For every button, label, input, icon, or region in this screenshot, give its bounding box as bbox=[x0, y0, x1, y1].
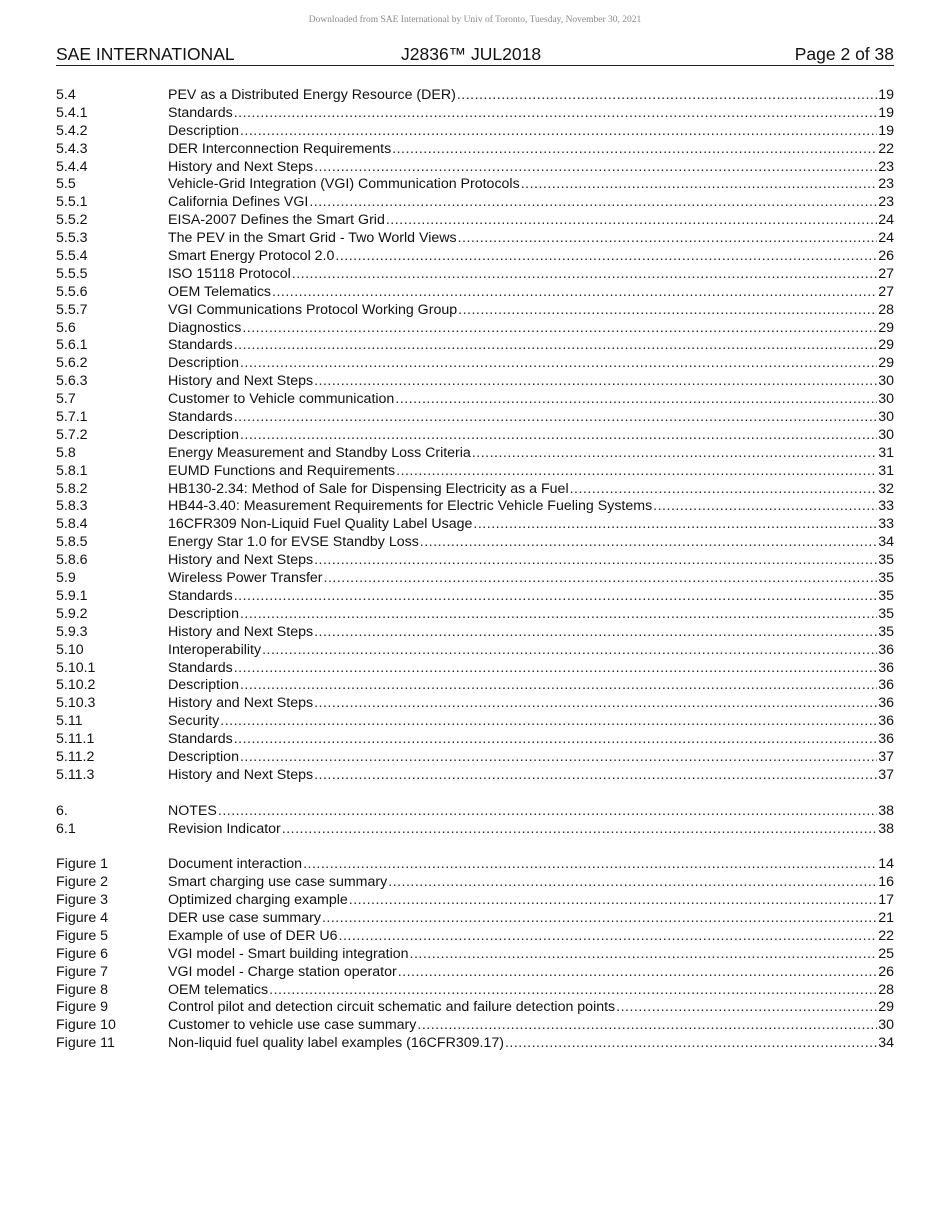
toc-entry-page: 24 bbox=[878, 230, 894, 247]
toc-entry-page: 29 bbox=[878, 337, 894, 354]
toc-entry-title: DER Interconnection Requirements bbox=[168, 140, 392, 157]
toc-entry-number: 5.8.2 bbox=[56, 480, 88, 497]
toc-entry-title: Standards bbox=[168, 659, 233, 676]
toc-dot-leader bbox=[314, 767, 877, 785]
toc-dot-leader bbox=[314, 159, 877, 177]
toc-entry-page: 30 bbox=[878, 426, 894, 443]
toc-dot-leader bbox=[570, 481, 877, 499]
toc-dot-leader bbox=[322, 910, 877, 928]
toc-entry-number: 5.9.2 bbox=[56, 605, 88, 622]
toc-entry-page: 31 bbox=[878, 444, 894, 461]
toc-dot-leader bbox=[521, 176, 877, 194]
toc-entry-number: 5.5.4 bbox=[56, 248, 88, 265]
toc-dot-leader bbox=[457, 87, 877, 105]
toc-entry[interactable] bbox=[56, 230, 894, 248]
toc-entry[interactable] bbox=[56, 588, 894, 606]
toc-dot-leader bbox=[420, 534, 877, 552]
toc-entry-page: 27 bbox=[878, 265, 894, 282]
toc-dot-leader bbox=[234, 105, 877, 123]
toc-entry-title: Standards bbox=[168, 337, 233, 354]
toc-dot-leader bbox=[324, 570, 877, 588]
toc-entry-title: History and Next Steps bbox=[168, 552, 314, 569]
toc-entry-page: 25 bbox=[878, 945, 894, 962]
toc-entry-title: Interoperability bbox=[168, 641, 262, 658]
toc-entry-page: 35 bbox=[878, 552, 894, 569]
toc-entry-page: 17 bbox=[878, 892, 894, 909]
toc-entry-page: 19 bbox=[878, 122, 894, 139]
toc-entry-page: 36 bbox=[878, 641, 894, 658]
toc-entry-number: Figure 1 bbox=[56, 856, 109, 873]
toc-entry[interactable] bbox=[56, 105, 894, 123]
toc-entry-number: 5.8.4 bbox=[56, 516, 88, 533]
toc-dot-leader bbox=[339, 928, 877, 946]
toc-entry[interactable] bbox=[56, 320, 894, 338]
toc-section bbox=[56, 87, 894, 785]
toc-entry[interactable] bbox=[56, 964, 894, 982]
toc-entry[interactable] bbox=[56, 695, 894, 713]
toc-entry[interactable] bbox=[56, 928, 894, 946]
toc-dot-leader bbox=[349, 892, 877, 910]
toc-entry[interactable] bbox=[56, 176, 894, 194]
toc-dot-leader bbox=[314, 624, 877, 642]
toc-entry-page: 37 bbox=[878, 748, 894, 765]
toc-entry-number: Figure 10 bbox=[56, 1017, 116, 1034]
toc-dot-leader bbox=[240, 123, 877, 141]
toc-entry-page: 28 bbox=[878, 301, 894, 318]
toc-entry-number: 5.4.1 bbox=[56, 104, 88, 121]
toc-entry-title: Diagnostics bbox=[168, 319, 242, 336]
toc-entry-number: 5.5.6 bbox=[56, 283, 88, 300]
toc-entry-number: 5.6.2 bbox=[56, 355, 88, 372]
toc-dot-leader bbox=[392, 141, 877, 159]
toc-entry-title: Standards bbox=[168, 409, 233, 426]
toc-entry-title: Standards bbox=[168, 104, 233, 121]
toc-dot-leader bbox=[234, 337, 877, 355]
toc-entry-number: 5.5 bbox=[56, 176, 76, 193]
toc-entry-number: 5.10 bbox=[56, 641, 84, 658]
toc-entry-number: 5.4.2 bbox=[56, 122, 88, 139]
toc-entry-number: 5.5.7 bbox=[56, 301, 88, 318]
toc-entry-page: 36 bbox=[878, 659, 894, 676]
toc-entry-number: 5.6.3 bbox=[56, 373, 88, 390]
toc-entry[interactable] bbox=[56, 570, 894, 588]
toc-entry-number: 5.7.1 bbox=[56, 409, 88, 426]
toc-entry-page: 28 bbox=[878, 981, 894, 998]
toc-entry-title: Standards bbox=[168, 587, 233, 604]
toc-dot-leader bbox=[234, 588, 877, 606]
toc-entry-page: 23 bbox=[878, 194, 894, 211]
page-header bbox=[56, 44, 894, 66]
toc-entry[interactable] bbox=[56, 642, 894, 660]
toc-dot-leader bbox=[473, 516, 877, 534]
toc-entry[interactable] bbox=[56, 660, 894, 678]
toc-entry-title: Example of use of DER U6 bbox=[168, 927, 338, 944]
toc-entry-title: Optimized charging example bbox=[168, 892, 348, 909]
download-watermark: Downloaded from SAE International by Univ of Toronto, Tuesday, November 30, 2021 bbox=[308, 15, 642, 25]
toc-entry-title: Smart charging use case summary bbox=[168, 874, 388, 891]
toc-entry-page: 36 bbox=[878, 677, 894, 694]
toc-entry[interactable] bbox=[56, 355, 894, 373]
toc-entry-title: HB130-2.34: Method of Sale for Dispensing Electricity as a Fuel bbox=[168, 480, 569, 497]
toc-entry-title: EUMD Functions and Requirements bbox=[168, 462, 396, 479]
toc-entry-number: 5.8 bbox=[56, 444, 76, 461]
toc-entry-title: Customer to Vehicle communication bbox=[168, 391, 395, 408]
toc-entry-title: NOTES bbox=[168, 802, 217, 819]
toc-entry-page: 29 bbox=[878, 355, 894, 372]
toc-entry-page: 38 bbox=[878, 802, 894, 819]
toc-entry-page: 19 bbox=[878, 104, 894, 121]
toc-entry[interactable] bbox=[56, 892, 894, 910]
toc-entry-page: 19 bbox=[878, 87, 894, 103]
toc-entry-title: Description bbox=[168, 426, 239, 443]
toc-entry-number: 5.8.6 bbox=[56, 552, 88, 569]
toc-entry-number: 5.6 bbox=[56, 319, 76, 336]
toc-entry-page: 36 bbox=[878, 713, 894, 730]
toc-entry-number: 5.5.3 bbox=[56, 230, 88, 247]
toc-entry-number: 6. bbox=[56, 802, 68, 819]
toc-entry[interactable] bbox=[56, 946, 894, 964]
toc-entry-number: 5.9.3 bbox=[56, 623, 88, 640]
toc-entry-title: Description bbox=[168, 122, 239, 139]
toc-entry-title: Energy Star 1.0 for EVSE Standby Loss bbox=[168, 534, 419, 551]
toc-entry-title: Wireless Power Transfer bbox=[168, 570, 323, 587]
toc-entry[interactable] bbox=[56, 821, 894, 839]
toc-dot-leader bbox=[386, 212, 877, 230]
toc-dot-leader bbox=[240, 606, 877, 624]
toc-dot-leader bbox=[240, 677, 877, 695]
toc-entry-page: 34 bbox=[878, 534, 894, 551]
toc-entry-page: 29 bbox=[878, 999, 894, 1016]
toc-entry-page: 36 bbox=[878, 731, 894, 748]
toc-dot-leader bbox=[282, 821, 877, 839]
toc-entry-title: Description bbox=[168, 748, 239, 765]
toc-entry-page: 30 bbox=[878, 1017, 894, 1034]
toc-entry-page: 33 bbox=[878, 516, 894, 533]
toc-entry-title: Vehicle-Grid Integration (VGI) Communication Protocols bbox=[168, 176, 520, 193]
toc-dot-leader bbox=[240, 355, 877, 373]
toc-entry-title: History and Next Steps bbox=[168, 695, 314, 712]
toc-entry-number: 5.7.2 bbox=[56, 426, 88, 443]
toc-entry-number: 5.4 bbox=[56, 87, 76, 103]
toc-entry-title: PEV as a Distributed Energy Resource (DER) bbox=[168, 87, 456, 103]
toc-entry-page: 29 bbox=[878, 319, 894, 336]
toc-entry-number: 5.6.1 bbox=[56, 337, 88, 354]
toc-entry[interactable] bbox=[56, 999, 894, 1017]
toc-entry-number: 5.5.1 bbox=[56, 194, 88, 211]
toc-entry-number: Figure 8 bbox=[56, 981, 109, 998]
toc-entry-page: 36 bbox=[878, 695, 894, 712]
toc-dot-leader bbox=[234, 409, 877, 427]
toc-dot-leader bbox=[388, 874, 877, 892]
toc-entry-page: 30 bbox=[878, 373, 894, 390]
toc-entry-page: 26 bbox=[878, 248, 894, 265]
toc-entry-title: Revision Indicator bbox=[168, 820, 281, 837]
toc-entry-number: Figure 2 bbox=[56, 874, 109, 891]
toc-entry[interactable] bbox=[56, 123, 894, 141]
toc-dot-leader bbox=[234, 731, 877, 749]
toc-dot-leader bbox=[398, 964, 877, 982]
toc-entry[interactable] bbox=[56, 445, 894, 463]
toc-entry[interactable] bbox=[56, 1017, 894, 1035]
toc-entry-number: 5.5.2 bbox=[56, 212, 88, 229]
toc-entry[interactable] bbox=[56, 337, 894, 355]
toc-entry-number: 5.11.2 bbox=[56, 748, 95, 765]
toc-entry-number: 5.4.3 bbox=[56, 140, 88, 157]
toc-entry[interactable] bbox=[56, 427, 894, 445]
toc-dot-leader bbox=[292, 266, 877, 284]
toc-dot-leader bbox=[417, 1017, 877, 1035]
toc-entry-number: 5.11.1 bbox=[56, 731, 95, 748]
toc-entry-page: 14 bbox=[878, 856, 894, 873]
toc-entry[interactable] bbox=[56, 248, 894, 266]
toc-entry-page: 32 bbox=[878, 480, 894, 497]
toc-entry[interactable] bbox=[56, 982, 894, 1000]
toc-entry[interactable] bbox=[56, 159, 894, 177]
toc-entry-page: 34 bbox=[878, 1035, 894, 1052]
toc-entry[interactable] bbox=[56, 266, 894, 284]
toc-entry-title: Energy Measurement and Standby Loss Criteria bbox=[168, 444, 471, 461]
header-page-number: Page 2 of 38 bbox=[794, 44, 894, 64]
toc-entry-page: 22 bbox=[878, 927, 894, 944]
toc-entry[interactable] bbox=[56, 767, 894, 785]
toc-entry-page: 35 bbox=[878, 623, 894, 640]
toc-entry[interactable] bbox=[56, 498, 894, 516]
toc-entry-title: California Defines VGI bbox=[168, 194, 309, 211]
toc-entry-number: 5.7 bbox=[56, 391, 76, 408]
toc-entry-number: Figure 7 bbox=[56, 963, 109, 980]
toc-entry-title: History and Next Steps bbox=[168, 766, 314, 783]
toc-entry-title: Document interaction bbox=[168, 856, 303, 873]
toc-entry-page: 23 bbox=[878, 176, 894, 193]
toc-dot-leader bbox=[396, 463, 877, 481]
toc-entry-page: 35 bbox=[878, 587, 894, 604]
toc-entry-title: HB44-3.40: Measurement Requirements for Electric Vehicle Fueling Systems bbox=[168, 498, 653, 515]
toc-dot-leader bbox=[234, 660, 877, 678]
toc-entry-page: 30 bbox=[878, 409, 894, 426]
toc-entry[interactable] bbox=[56, 1035, 894, 1053]
toc-dot-leader bbox=[335, 248, 877, 266]
toc-entry[interactable] bbox=[56, 409, 894, 427]
toc-entry[interactable] bbox=[56, 391, 894, 409]
toc-entry-page: 26 bbox=[878, 963, 894, 980]
toc-entry[interactable] bbox=[56, 141, 894, 159]
toc-entry-number: 5.5.5 bbox=[56, 265, 88, 282]
toc-dot-leader bbox=[458, 230, 877, 248]
toc-entry-title: Description bbox=[168, 677, 239, 694]
toc-entry-number: Figure 6 bbox=[56, 945, 109, 962]
toc-dot-leader bbox=[395, 391, 877, 409]
toc-entry-number: 5.8.3 bbox=[56, 498, 88, 515]
toc-entry-number: 5.8.5 bbox=[56, 534, 88, 551]
toc-entry-title: The PEV in the Smart Grid - Two World Views bbox=[168, 230, 457, 247]
toc-dot-leader bbox=[314, 552, 877, 570]
toc-entry[interactable] bbox=[56, 677, 894, 695]
header-organization: SAE INTERNATIONAL bbox=[56, 44, 235, 64]
toc-entry[interactable] bbox=[56, 803, 894, 821]
toc-entry-page: 22 bbox=[878, 140, 894, 157]
toc-entry[interactable] bbox=[56, 713, 894, 731]
toc-entry[interactable] bbox=[56, 552, 894, 570]
toc-entry[interactable] bbox=[56, 874, 894, 892]
toc-entry-page: 33 bbox=[878, 498, 894, 515]
toc-dot-leader bbox=[240, 427, 877, 445]
toc-entry-title: 16CFR309 Non-Liquid Fuel Quality Label Usage bbox=[168, 516, 473, 533]
toc-entry-title: Control pilot and detection circuit schematic and failure detection points bbox=[168, 999, 616, 1016]
toc-entry-title: Description bbox=[168, 355, 239, 372]
toc-entry-number: 5.10.3 bbox=[56, 695, 96, 712]
toc-entry-page: 16 bbox=[878, 874, 894, 891]
toc-entry-page: 35 bbox=[878, 605, 894, 622]
toc-entry-title: EISA-2007 Defines the Smart Grid bbox=[168, 212, 385, 229]
toc-entry-page: 24 bbox=[878, 212, 894, 229]
toc-dot-leader bbox=[218, 803, 877, 821]
toc-entry-page: 27 bbox=[878, 283, 894, 300]
toc-entry-number: Figure 11 bbox=[56, 1035, 115, 1052]
toc-entry-number: 5.8.1 bbox=[56, 462, 88, 479]
toc-entry-number: 5.9 bbox=[56, 570, 76, 587]
toc-entry-title: Security bbox=[168, 713, 220, 730]
toc-entry-number: 5.11.3 bbox=[56, 766, 95, 783]
toc-entry-number: Figure 5 bbox=[56, 927, 109, 944]
toc-dot-leader bbox=[269, 982, 877, 1000]
header-document-id: J2836™ JUL2018 bbox=[401, 44, 542, 64]
toc-entry-number: 5.10.2 bbox=[56, 677, 96, 694]
toc-entry-page: 30 bbox=[878, 391, 894, 408]
toc-section bbox=[56, 803, 894, 839]
toc-entry[interactable] bbox=[56, 749, 894, 767]
toc-entry-title: OEM Telematics bbox=[168, 283, 272, 300]
toc-entry[interactable] bbox=[56, 481, 894, 499]
toc-entry-number: Figure 4 bbox=[56, 909, 109, 926]
toc-entry-page: 37 bbox=[878, 766, 894, 783]
toc-dot-leader bbox=[505, 1035, 877, 1053]
toc-dot-leader bbox=[309, 194, 877, 212]
toc-entry-title: History and Next Steps bbox=[168, 373, 314, 390]
toc-dot-leader bbox=[472, 445, 877, 463]
toc-entry-title: Customer to vehicle use case summary bbox=[168, 1017, 417, 1034]
toc-dot-leader bbox=[314, 695, 877, 713]
toc-entry[interactable] bbox=[56, 606, 894, 624]
toc-entry-title: History and Next Steps bbox=[168, 158, 314, 175]
toc-dot-leader bbox=[616, 999, 877, 1017]
toc-entry[interactable] bbox=[56, 534, 894, 552]
toc-entry[interactable] bbox=[56, 284, 894, 302]
toc-entry[interactable] bbox=[56, 624, 894, 642]
section-gap bbox=[56, 785, 894, 803]
table-of-contents bbox=[56, 87, 894, 1053]
toc-entry-page: 23 bbox=[878, 158, 894, 175]
toc-entry[interactable] bbox=[56, 516, 894, 534]
toc-entry-title: Standards bbox=[168, 731, 233, 748]
toc-entry-page: 38 bbox=[878, 820, 894, 837]
toc-entry-title: ISO 15118 Protocol bbox=[168, 265, 291, 282]
toc-entry-number: 5.4.4 bbox=[56, 158, 88, 175]
toc-dot-leader bbox=[410, 946, 877, 964]
toc-entry[interactable] bbox=[56, 373, 894, 391]
section-gap bbox=[56, 838, 894, 856]
toc-entry-number: 5.11 bbox=[56, 713, 83, 730]
toc-entry-title: History and Next Steps bbox=[168, 623, 314, 640]
toc-entry-page: 31 bbox=[878, 462, 894, 479]
toc-dot-leader bbox=[262, 642, 877, 660]
toc-entry[interactable] bbox=[56, 302, 894, 320]
toc-dot-leader bbox=[458, 302, 877, 320]
toc-section bbox=[56, 856, 894, 1053]
toc-entry-number: 6.1 bbox=[56, 820, 76, 837]
toc-entry-number: Figure 9 bbox=[56, 999, 109, 1016]
toc-entry-number: 5.9.1 bbox=[56, 587, 88, 604]
toc-dot-leader bbox=[272, 284, 877, 302]
toc-entry-number: 5.10.1 bbox=[56, 659, 96, 676]
toc-entry-title: VGI model - Smart building integration bbox=[168, 945, 409, 962]
toc-entry[interactable] bbox=[56, 910, 894, 928]
toc-entry[interactable] bbox=[56, 194, 894, 212]
toc-entry-title: OEM telematics bbox=[168, 981, 269, 998]
toc-entry-page: 35 bbox=[878, 570, 894, 587]
toc-entry[interactable] bbox=[56, 856, 894, 874]
toc-entry-number: Figure 3 bbox=[56, 892, 109, 909]
toc-entry-title: VGI Communications Protocol Working Group bbox=[168, 301, 458, 318]
toc-entry-title: DER use case summary bbox=[168, 909, 321, 926]
toc-entry[interactable] bbox=[56, 731, 894, 749]
toc-entry[interactable] bbox=[56, 87, 894, 105]
toc-dot-leader bbox=[314, 373, 877, 391]
toc-dot-leader bbox=[240, 749, 877, 767]
toc-entry-title: Smart Energy Protocol 2.0 bbox=[168, 248, 335, 265]
toc-entry[interactable] bbox=[56, 212, 894, 230]
toc-dot-leader bbox=[303, 856, 877, 874]
toc-dot-leader bbox=[653, 498, 877, 516]
toc-dot-leader bbox=[242, 320, 877, 338]
toc-entry-page: 21 bbox=[878, 909, 894, 926]
toc-entry-title: VGI model - Charge station operator bbox=[168, 963, 397, 980]
toc-dot-leader bbox=[220, 713, 877, 731]
toc-entry[interactable] bbox=[56, 463, 894, 481]
toc-entry-title: Description bbox=[168, 605, 239, 622]
toc-entry-title: Non-liquid fuel quality label examples (16CFR309.17) bbox=[168, 1035, 504, 1052]
